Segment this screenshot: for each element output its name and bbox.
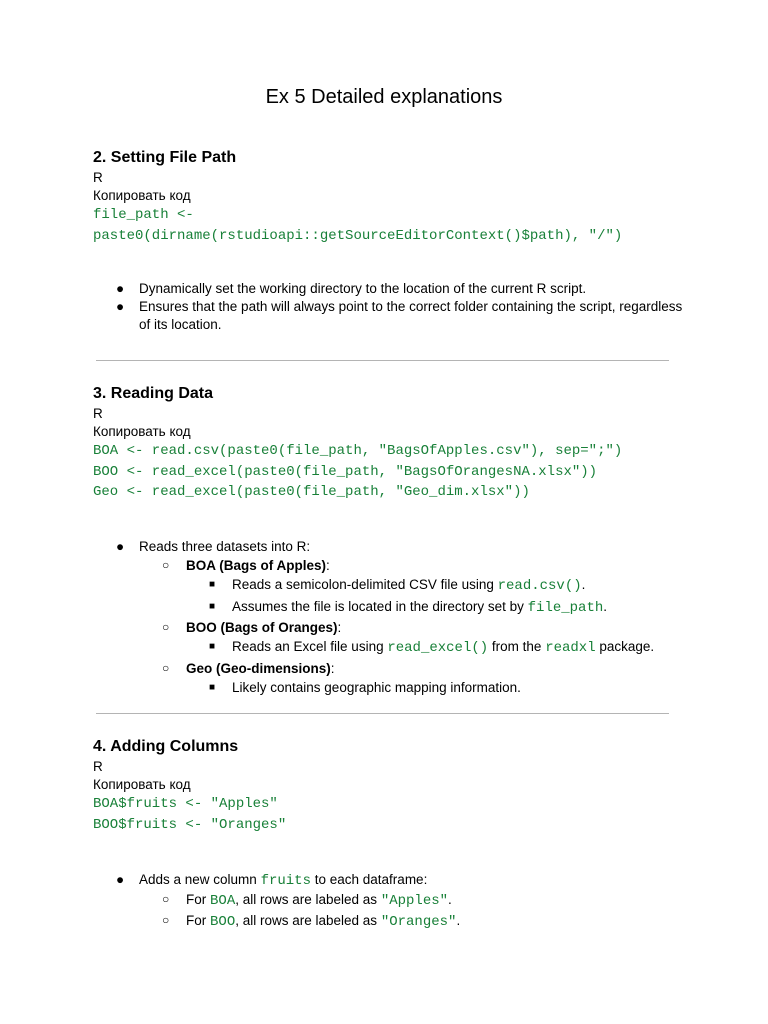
bullet-list bbox=[93, 280, 683, 334]
code-line: BOO <- read_excel(paste0(file_path, "BagsOfOrangesNA.xlsx")) bbox=[93, 463, 598, 480]
bullet-list bbox=[93, 538, 683, 697]
list-item-boa: ○ BOA (Bags of Apples): bbox=[162, 558, 330, 573]
list-item: ■ Reads an Excel file using read_excel() from the readxl package. bbox=[209, 639, 655, 656]
list-item: ● Adds a new column fruits to each dataframe: bbox=[116, 872, 428, 889]
section-heading: 2. Setting File Path bbox=[93, 149, 237, 166]
code-line: Geo <- read_excel(paste0(file_path, "Geo_dim.xlsx")) bbox=[93, 484, 530, 500]
list-item: ■ Reads a semicolon-delimited CSV file using read.csv(). bbox=[209, 577, 586, 594]
section-setting-file-path bbox=[93, 147, 683, 246]
list-item-boo: ○ BOO (Bags of Oranges): bbox=[162, 620, 342, 635]
code-line: BOA <- read.csv(paste0(file_path, "BagsOfApples.csv"), sep=";") bbox=[93, 443, 623, 459]
section-heading: 4. Adding Columns bbox=[93, 738, 239, 755]
divider bbox=[96, 713, 669, 714]
copy-code-button[interactable]: Копировать код bbox=[93, 188, 191, 203]
list-item: ○ For BOA, all rows are labeled as "Apples". bbox=[162, 892, 452, 909]
code-language-label: R bbox=[93, 170, 103, 185]
code-line: file_path <- bbox=[93, 207, 194, 223]
list-item: ■ Likely contains geographic mapping information. bbox=[209, 679, 521, 695]
list-item: ● Ensures that the path will always point to the correct folder containing the script, regardless of its location. bbox=[116, 299, 683, 332]
section-adding-columns bbox=[93, 736, 683, 835]
bullet-list bbox=[93, 871, 683, 932]
code-line: BOO$fruits <- "Oranges" bbox=[93, 816, 287, 833]
code-language-label: R bbox=[93, 759, 103, 774]
code-language-label: R bbox=[93, 406, 103, 421]
list-item-geo: ○ Geo (Geo-dimensions): bbox=[162, 660, 335, 676]
copy-code-button[interactable]: Копировать код bbox=[93, 424, 191, 439]
list-item: ■ Assumes the file is located in the directory set by file_path. bbox=[209, 598, 608, 616]
copy-code-button[interactable]: Копировать код bbox=[93, 777, 191, 792]
document-title: Ex 5 Detailed explanations bbox=[265, 86, 503, 108]
divider bbox=[96, 360, 669, 361]
section-heading: 3. Reading Data bbox=[93, 385, 214, 402]
list-item: ● Dynamically set the working directory to the location of the current R script. bbox=[116, 281, 587, 296]
code-line: paste0(dirname(rstudioapi::getSourceEditorContext()$path), "/") bbox=[93, 227, 623, 244]
code-line: BOA$fruits <- "Apples" bbox=[93, 796, 278, 812]
list-item: ● Reads three datasets into R: bbox=[116, 539, 311, 554]
section-reading-data bbox=[93, 383, 683, 503]
list-item: ○ For BOO, all rows are labeled as "Oranges". bbox=[162, 913, 461, 930]
